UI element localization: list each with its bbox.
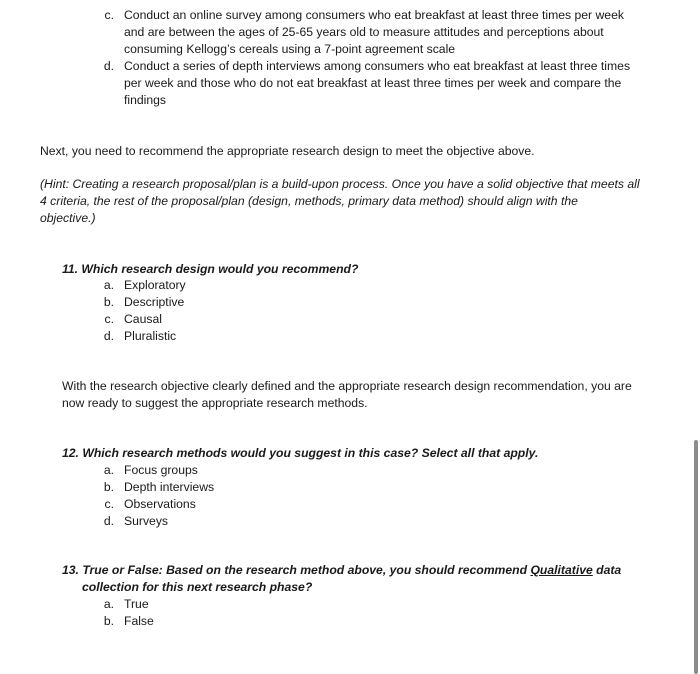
q13-option-b-letter: b. xyxy=(103,614,114,628)
q13-option-a[interactable]: True xyxy=(124,597,149,611)
intro-paragraph: Next, you need to recommend the appropriate research design to meet the objective above. xyxy=(40,144,535,158)
q13-title-post: data xyxy=(592,563,622,577)
q11-option-c-letter: c. xyxy=(104,312,114,326)
q12-option-c[interactable]: Observations xyxy=(124,497,196,511)
q12-option-d-letter: d. xyxy=(103,514,114,528)
q13-option-a-letter: a. xyxy=(103,597,114,611)
q11-option-b[interactable]: Descriptive xyxy=(124,295,185,309)
q11-option-a[interactable]: Exploratory xyxy=(124,278,186,292)
q11-option-c[interactable]: Causal xyxy=(124,312,162,326)
q13-title-pre: 13. True or False: Based on the research method above, you should recommend xyxy=(62,563,531,577)
q12-option-d[interactable]: Surveys xyxy=(124,514,169,528)
q12-option-c-letter: c. xyxy=(104,497,114,511)
question-13-title-line2: collection for this next research phase? xyxy=(82,580,313,594)
hint-line-2: 4 criteria, the rest of the proposal/plan (design, methods, primary data method) should align with the xyxy=(40,194,578,208)
hint-line-1: (Hint: Creating a research proposal/plan is a build-upon process. Once you have a solid objective that meets all xyxy=(40,177,640,191)
question-13-title-line1 xyxy=(62,562,621,579)
q12-option-a-letter: a. xyxy=(103,463,114,477)
transition-line-1: With the research objective clearly defined and the appropriate research design recommendation, you are xyxy=(62,379,632,393)
q11-option-a-letter: a. xyxy=(103,278,114,292)
q11-option-b-letter: b. xyxy=(103,295,114,309)
prev-option-d-line2: per week and those who do not eat breakfast at least three times per week and compare the xyxy=(124,76,622,90)
q11-option-d-letter: d. xyxy=(103,329,114,343)
q13-option-b[interactable]: False xyxy=(124,614,154,628)
q12-option-b-letter: b. xyxy=(103,480,114,494)
q13-title-underlined: Qualitative xyxy=(530,563,593,577)
scrollbar[interactable] xyxy=(694,440,698,674)
prev-option-c-line2: and are between the ages of 25-65 years old to measure attitudes and perceptions about xyxy=(124,25,604,39)
transition-line-2: now ready to suggest the appropriate research methods. xyxy=(62,396,368,410)
question-11-title: 11. Which research design would you recommend? xyxy=(62,262,359,276)
prev-option-d-line1: Conduct a series of depth interviews among consumers who eat breakfast at least three times xyxy=(124,59,631,73)
q11-option-d[interactable]: Pluralistic xyxy=(124,329,177,343)
hint-line-3: objective.) xyxy=(40,211,96,225)
q12-option-a[interactable]: Focus groups xyxy=(124,463,198,477)
prev-option-d-line3: findings xyxy=(124,93,167,107)
q12-option-b[interactable]: Depth interviews xyxy=(124,480,215,494)
prev-option-c-line3: consuming Kellogg’s cereals using a 7-point agreement scale xyxy=(124,42,456,56)
prev-option-c-letter: c. xyxy=(104,8,114,22)
prev-option-d-letter: d. xyxy=(103,59,114,73)
prev-option-c-line1: Conduct an online survey among consumers who eat breakfast at least three times per week xyxy=(124,8,624,22)
question-12-title: 12. Which research methods would you suggest in this case? Select all that apply. xyxy=(62,446,539,460)
